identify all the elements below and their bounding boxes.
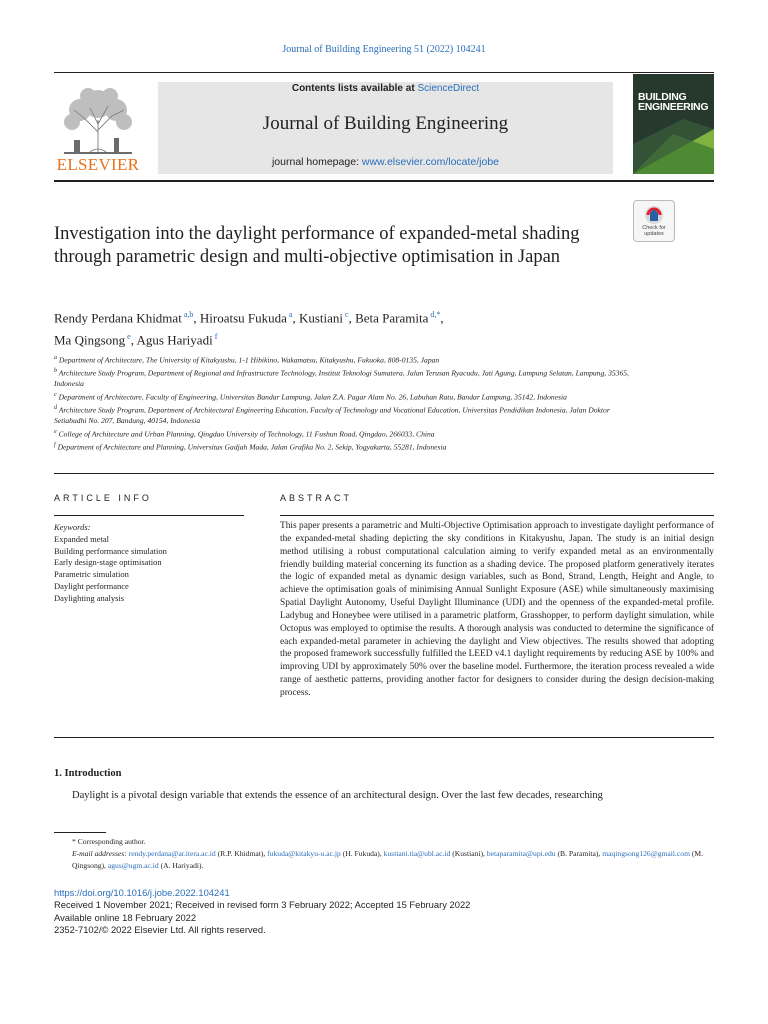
author-affiliation-marker[interactable]: a [286, 310, 293, 319]
corresponding-author-note: * Corresponding author. [72, 837, 146, 846]
author-affiliation-marker[interactable]: c [343, 310, 349, 319]
available-online: Available online 18 February 2022 [54, 911, 197, 923]
received-dates: Received 1 November 2021; Received in revised form 3 February 2022; Accepted 15 February 2022 [54, 899, 471, 911]
email-link[interactable]: agus@ugm.ac.id [107, 861, 159, 870]
affiliation-item [54, 440, 634, 453]
author-name: Agus Hariyadi [136, 332, 213, 348]
affiliations [54, 353, 634, 453]
check-updates-icon [643, 204, 665, 226]
email-owner: (Kustiani), [450, 849, 487, 858]
homepage-link[interactable]: www.elsevier.com/locate/jobe [361, 156, 500, 168]
author-name: Hiroatsu Fukuda [199, 310, 287, 326]
affiliation-item [54, 390, 634, 403]
header-top-rule [54, 72, 714, 73]
email-link[interactable]: kustiani.tia@ubl.ac.id [383, 849, 451, 858]
header-bottom-rule [54, 180, 714, 182]
affiliation-marker: b [54, 368, 57, 375]
author-affiliation-marker[interactable]: d,* [428, 310, 441, 319]
homepage-line: journal homepage: www.elsevier.com/locate/jobe [271, 156, 500, 168]
email-link[interactable]: rendy.perdana@ar.itera.ac.id [128, 849, 216, 858]
author-name: Beta Paramita [355, 310, 429, 326]
cover-pattern-icon [633, 74, 714, 174]
publisher-name: ELSEVIER [56, 155, 140, 174]
footnotes [54, 836, 714, 872]
author-separator: , [348, 310, 356, 326]
article-title: Investigation into the daylight performance of expanded-metal shading through parametric design and multi-objective optimisation in Japan [54, 224, 580, 267]
article-info-rule [54, 515, 244, 516]
sciencedirect-link[interactable]: ScienceDirect [417, 83, 480, 94]
affiliation-item [54, 427, 634, 440]
introduction-heading: 1. Introduction [54, 768, 122, 779]
article-metadata [54, 887, 714, 937]
email-link[interactable]: fukuda@kitakyu-u.ac.jp [267, 849, 341, 858]
keyword: Daylight performance [54, 580, 129, 591]
keyword: Building performance simulation [54, 545, 167, 556]
journal-banner [158, 82, 613, 174]
affiliation-marker: c [54, 391, 57, 398]
author-list [54, 305, 654, 350]
affiliation-text: Architecture Study Program, Department of Architectural Engineering Education, Faculty of Technology and Vocational Education, Universitas Pendidikan Indonesia, Jalan Doktor Setiabudhi No. 207, Bandung, 40154, Indonesia [54, 405, 610, 426]
abstract-text: This paper presents a parametric and Multi-Objective Optimisation approach to investigate daylight performance of the expanded-metal shading depicting the sky conditions in Kitakyushu, Japan. The study is an initial design method utilising a robust computational calculation aiming to verify expanded metal as an environmentally friendly building material concerning its function as a shading device. The proposed platform generatively iterates the logic of expanded metal as dynamic design variables, such as Bond, Strand, Length, Height and Angle, to achieve the optimisation goals of minimising Annual Sunlight Exposure (ASE) while simultaneously maximising Spatial Daylight Autonomy, Useful Daylight Illuminance (UDI) and the openness of the expanded-metal profile. Ladybug and Honeybee were utilised in a parametric platform, Grasshopper, to perform daylight simulation, while Octopus was employed to optimise the results. A thorough analysis was conducted to determine the significance of each expanded-metal parameter in achieving the daylight and View objectives. The results showed that adopting the proposed framework successfully fulfilled the LEED v4.1 daylight requirements by reducing ASE by 100% and improving UDI by approximately 50% over the baseline model. Furthermore, the iteration process revealed a wide range of aesthetic patterns, providing another factor for designers to consider during the design decision-making process. [280, 521, 714, 698]
affiliation-text: Architecture Study Program, Department of Regional and Infrastructure Technology, Institut Teknologi Sumatera, Jalan Terusan Ryacudu, Jati Agung, Lampung Selatan, Lampung, 35365, Indonesia [54, 368, 629, 389]
doi-link[interactable]: https://doi.org/10.1016/j.jobe.2022.104241 [54, 887, 230, 898]
affiliation-item [54, 403, 634, 427]
affiliation-marker: e [54, 428, 57, 435]
copyright: 2352-7102/© 2022 Elsevier Ltd. All rights reserved. [54, 924, 266, 936]
email-owner: (B. Paramita), [555, 849, 603, 858]
keyword: Early design-stage optimisation [54, 557, 162, 568]
section-rule [54, 737, 714, 738]
footnote-rule [54, 832, 106, 833]
author-separator: , [130, 332, 137, 348]
affiliation-text: Department of Architecture, Faculty of Engineering, Universitas Bandar Lampung, Jalan Z.A. Pagar Alam No. 26, Labuhan Ratu, Bandar Lampung, 35142, Indonesia [56, 392, 567, 402]
keywords-list [54, 522, 254, 605]
journal-title: Journal of Building Engineering [262, 113, 509, 134]
author-separator: , [193, 310, 200, 326]
author-affiliation-marker[interactable]: f [212, 332, 218, 342]
author-affiliation-marker[interactable]: e [125, 332, 131, 342]
journal-cover-image [633, 74, 714, 174]
affiliation-text: Department of Architecture and Planning, Universitas Gadjah Mada, Jalan Grafika No. 2, Sekip, Yogyakarta, 55281, Indonesia [55, 442, 447, 452]
affiliation-marker: f [54, 441, 56, 448]
affiliation-item [54, 353, 634, 366]
email-owner: (R.P. Khidmat), [215, 849, 268, 858]
email-owner: (H. Fukuda), [340, 849, 384, 858]
article-info-heading: ARTICLE INFO [54, 493, 152, 503]
introduction-text: Daylight is a pivotal design variable that extends the essence of an architectural design. Over the last few decades, researching [72, 790, 603, 801]
author-separator: , [440, 310, 444, 326]
abstract-rule [280, 515, 714, 516]
section-rule [54, 473, 714, 474]
author-affiliation-marker[interactable]: a,b [181, 310, 194, 319]
cover-title: BUILDING ENGINEERING [638, 91, 709, 113]
contents-line: Contents lists available at ScienceDirect [291, 83, 480, 94]
keyword: Daylighting analysis [54, 592, 125, 603]
author-name: Rendy Perdana Khidmat [54, 310, 182, 326]
author-separator: , [292, 310, 299, 326]
keyword: Expanded metal [54, 533, 109, 544]
author-name: Ma Qingsong [54, 332, 126, 348]
email-owner: (A. Hariyadi). [158, 861, 204, 870]
abstract-heading: ABSTRACT [280, 493, 353, 503]
check-updates-label: Check for updates [642, 225, 666, 237]
affiliation-marker: a [54, 355, 57, 361]
email-link[interactable]: maqingsong126@gmail.com [602, 849, 690, 858]
check-for-updates-button[interactable] [633, 200, 675, 242]
journal-reference[interactable]: Journal of Building Engineering 51 (2022) 104241 [282, 44, 486, 55]
keywords-label: Keywords: [54, 522, 91, 532]
affiliation-item [54, 366, 634, 390]
email-link[interactable]: betaparamita@upi.edu [486, 849, 556, 858]
affiliation-text: College of Architecture and Urban Planning, Qingdao University of Technology, 11 Fushun Road, Qingdao, 266033, China [56, 429, 435, 439]
email-addresses: E-mail addresses: rendy.perdana@ar.itera.ac.id (R.P. Khidmat), fukuda@kitakyu-u.ac.jp (H. Fukuda), kustiani.tia@ubl.ac.id (Kustiani), betaparamita@upi.edu (B. Paramita), maqingsong126@gmail.com (M. Qingsong), agus@ugm.ac.id (A. Hariyadi). [72, 849, 704, 870]
affiliation-text: Department of Architecture, The University of Kitakyushu, 1-1 Hibikino, Wakamatsu, Kitakyushu, Fukuoka, 808-0135, Japan [57, 355, 440, 365]
affiliation-marker: d [54, 404, 57, 411]
author-name: Kustiani [298, 310, 344, 326]
email-owner: (M. Qingsong), [72, 849, 704, 870]
keyword: Parametric simulation [54, 569, 129, 580]
